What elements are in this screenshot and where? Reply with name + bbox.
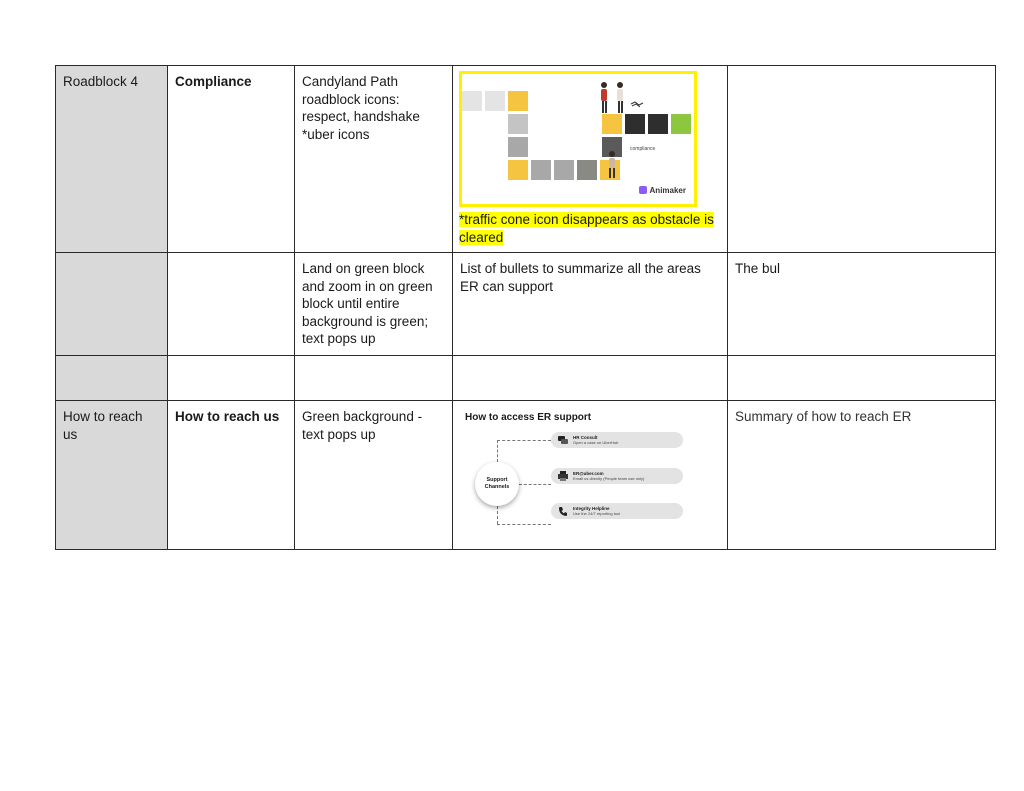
row-notes: The bul [728,253,996,356]
support-channels-diagram [459,405,727,545]
animaker-logo: Animaker [639,182,686,200]
table-row [56,401,996,550]
channel-hr-consult: HR Consult Open a case on UberHub [551,432,683,448]
channel-email: ER@uber.com Email us directly (People team use only) [551,468,683,484]
phone-icon [558,506,568,516]
row-title: How to reach us [168,401,295,550]
handshake-icon [630,100,644,108]
row-visual [453,401,728,550]
diagram-heading: How to access ER support [465,412,592,423]
table-row [56,253,996,356]
row-description: Green background - text pops up [295,401,453,550]
row-title [168,356,295,401]
board-tag: compliance [630,146,656,152]
row-description: Candyland Path roadblock icons: respect, handshake *uber icons [295,66,453,253]
row-label: Roadblock 4 [56,66,168,253]
support-channels-hub: Support Channels [475,462,519,506]
chat-icon [558,435,568,445]
row-title: Compliance [168,66,295,253]
row-description: Land on green block and zoom in on green block until entire background is green; text pops up [295,253,453,356]
row-visual-text: List of bullets to summarize all the areas ER can support [453,253,728,356]
candyland-board-image [459,71,697,207]
row-notes: Summary of how to reach ER [728,401,996,550]
person-figure-icon [606,150,618,180]
channel-integrity-helpline: Integrity Helpline Use the 24/7 reporting tool [551,503,683,519]
table-row [56,66,996,253]
storyboard-table [55,65,996,550]
row-label: How to reach us [56,401,168,550]
printer-icon [558,471,568,481]
table-row [56,356,996,401]
row-description [295,356,453,401]
row-visual-text [453,356,728,401]
row-visual [453,66,728,253]
row-label [56,253,168,356]
row-notes [728,66,996,253]
row-label [56,356,168,401]
row-title [168,253,295,356]
visual-caption: *traffic cone icon disappears as obstacle is cleared [459,212,714,245]
row-notes [728,356,996,401]
people-figures-icon [598,80,634,118]
